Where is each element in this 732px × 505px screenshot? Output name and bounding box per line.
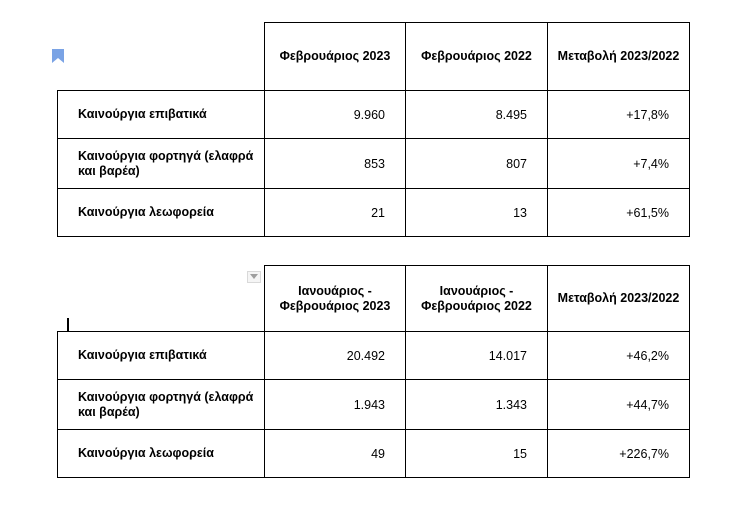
table-january-february — [57, 265, 690, 478]
empty-corner-cell — [58, 23, 265, 91]
row-label: Καινούργια επιβατικά — [58, 332, 265, 380]
row-label: Καινούργια λεωφορεία — [58, 189, 265, 237]
table-cell: 9.960 — [265, 91, 406, 139]
table-row — [58, 91, 690, 139]
table-february — [57, 22, 690, 237]
table-cell: 1.943 — [265, 380, 406, 430]
column-header: Μεταβολή 2023/2022 — [548, 266, 690, 332]
column-header: Ιανουάριος - Φεβρουάριος 2023 — [265, 266, 406, 332]
table-row — [58, 430, 690, 478]
table-cell: 853 — [265, 139, 406, 189]
table-cell: +61,5% — [548, 189, 690, 237]
row-label: Καινούργια φορτηγά (ελαφρά και βαρέα) — [58, 380, 265, 430]
table-cell: 49 — [265, 430, 406, 478]
table-row — [58, 189, 690, 237]
table-cell: +226,7% — [548, 430, 690, 478]
table-cell: +17,8% — [548, 91, 690, 139]
row-label: Καινούργια φορτηγά (ελαφρά και βαρέα) — [58, 139, 265, 189]
row-label: Καινούργια επιβατικά — [58, 91, 265, 139]
table-cell: +7,4% — [548, 139, 690, 189]
column-header: Φεβρουάριος 2023 — [265, 23, 406, 91]
empty-corner-cell — [58, 266, 265, 332]
table-cell: 15 — [406, 430, 548, 478]
table-header-row — [58, 23, 690, 91]
column-header: Φεβρουάριος 2022 — [406, 23, 548, 91]
table-cell: 14.017 — [406, 332, 548, 380]
table-header-row — [58, 266, 690, 332]
table-cell: +46,2% — [548, 332, 690, 380]
table-row — [58, 380, 690, 430]
column-header: Μεταβολή 2023/2022 — [548, 23, 690, 91]
column-header: Ιανουάριος - Φεβρουάριος 2022 — [406, 266, 548, 332]
table-cell: +44,7% — [548, 380, 690, 430]
table-cell: 1.343 — [406, 380, 548, 430]
table-cell: 13 — [406, 189, 548, 237]
table-row — [58, 139, 690, 189]
table-row — [58, 332, 690, 380]
table-cell: 8.495 — [406, 91, 548, 139]
table-cell: 807 — [406, 139, 548, 189]
row-label: Καινούργια λεωφορεία — [58, 430, 265, 478]
table-cell: 21 — [265, 189, 406, 237]
table-cell: 20.492 — [265, 332, 406, 380]
